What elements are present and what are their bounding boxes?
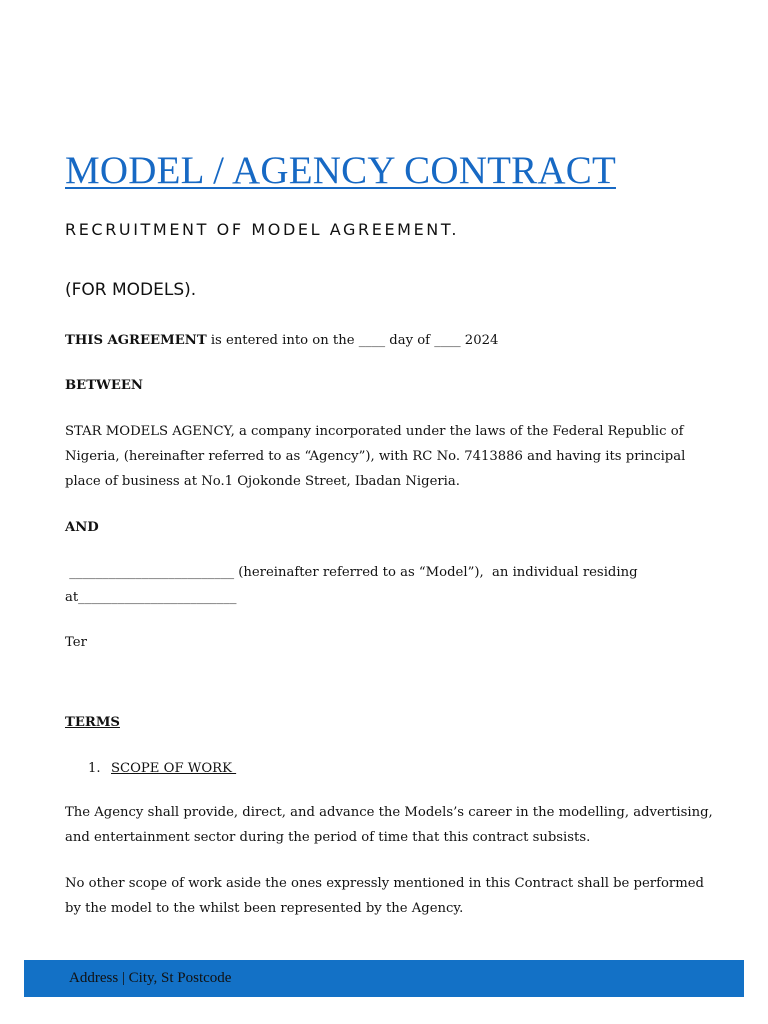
agency-line: STAR MODELS AGENCY, a company incorporated under the laws of the Federal Republic of [65, 424, 684, 439]
truncated-text: Ter [65, 635, 87, 650]
footer-address: Address | City, St Postcode [69, 970, 232, 986]
scope-line: and entertainment sector during the period of time that this contract subsists. [65, 830, 591, 845]
agreement-intro [65, 328, 715, 353]
model-line: _________________________ (hereinafter referred to as “Model”), an individual residing [65, 565, 638, 580]
terms-heading: TERMS [65, 715, 120, 730]
and-heading: AND [65, 520, 99, 535]
list-item-number: 1. [88, 761, 101, 776]
model-line: at________________________ [65, 590, 237, 605]
scope-of-work-heading: SCOPE OF WORK [111, 761, 237, 776]
agency-line: Nigeria, (hereinafter referred to as “Agency”), with RC No. 7413886 and having its principal [65, 449, 686, 464]
scope-line: by the model to the whilst been represented by the Agency. [65, 901, 464, 916]
footer-bar [24, 960, 744, 997]
list-item [88, 756, 236, 781]
scope-line: The Agency shall provide, direct, and advance the Models’s career in the modelling, advertising, [65, 805, 713, 820]
model-party-paragraph [65, 560, 715, 610]
scope-paragraph-2 [65, 871, 715, 921]
agency-line: place of business at No.1 Ojokonde Street, Ibadan Nigeria. [65, 474, 460, 489]
document-subtitle: RECRUITMENT OF MODEL AGREEMENT. [65, 220, 460, 239]
agency-party-paragraph [65, 419, 715, 494]
scope-line: No other scope of work aside the ones expressly mentioned in this Contract shall be performed [65, 876, 704, 891]
between-heading: BETWEEN [65, 378, 143, 393]
scope-paragraph-1 [65, 800, 715, 850]
audience-label: (FOR MODELS). [65, 280, 197, 300]
document-title: MODEL / AGENCY CONTRACT [65, 149, 616, 192]
agreement-lead: THIS AGREEMENT [65, 333, 207, 348]
agreement-date-text: is entered into on the ____ day of ____ 2024 [206, 333, 499, 348]
